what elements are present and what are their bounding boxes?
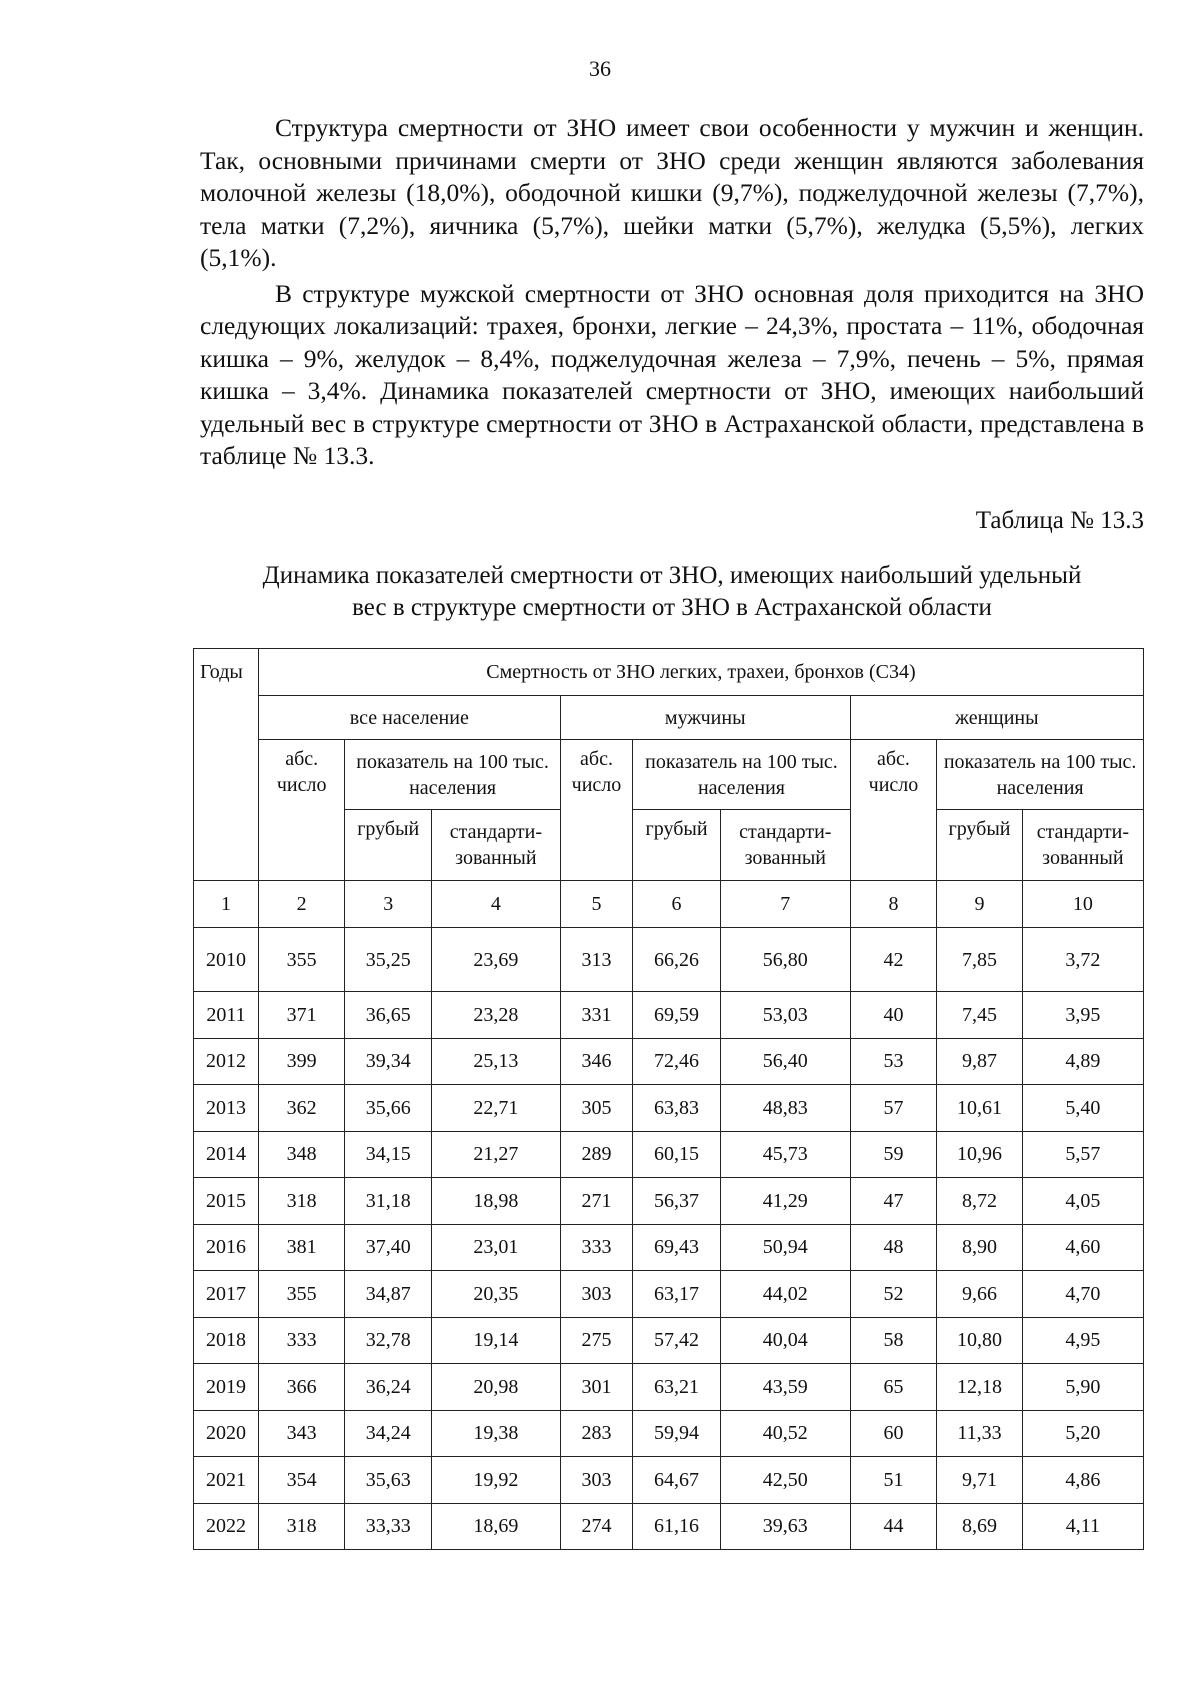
std-header-women: стандарти-зованный [1022, 810, 1143, 881]
cell-abs-men: 303 [560, 1457, 632, 1504]
table-title-line-2: вес в структуре смертности от ЗНО в Астраханской области [352, 594, 992, 621]
std-header-men: стандарти-зованный [720, 810, 850, 881]
table-row [194, 928, 1144, 992]
abs-header-men: абс. число [560, 740, 632, 881]
paragraph-1: Структура смертности от ЗНО имеет свои особенности у мужчин и женщин. Так, основными причинами смерти от ЗНО среди женщин являются заболевания молочной железы (18,0%), ободочной кишки (9,7%), поджелудочной железы (7,7%), тела матки (7,2%), яичника (5,7%), шейки матки (5,7%), желудка (5,5%), легких (5,1%). [200, 113, 1144, 272]
cell-std-women: 5,20 [1022, 1410, 1143, 1457]
cell-std-men: 41,29 [720, 1178, 850, 1225]
mortality-table [193, 648, 1144, 1550]
group-header-men: мужчины [560, 696, 850, 740]
cell-abs-men: 283 [560, 1410, 632, 1457]
cell-std-men: 43,59 [720, 1364, 850, 1411]
cell-crude-women: 9,87 [937, 1038, 1022, 1085]
cell-crude-all: 36,65 [345, 992, 432, 1039]
column-number: 6 [633, 881, 721, 928]
cell-crude-women: 8,90 [937, 1224, 1022, 1271]
cell-abs-men: 303 [560, 1271, 632, 1318]
cell-std-women: 5,57 [1022, 1131, 1143, 1178]
cell-crude-men: 63,83 [633, 1085, 721, 1132]
cell-crude-men: 63,21 [633, 1364, 721, 1411]
crude-header-all: грубый [345, 810, 432, 881]
years-header: Годы [194, 649, 259, 881]
cell-std-women: 4,60 [1022, 1224, 1143, 1271]
std-header-all: стандарти-зованный [432, 810, 561, 881]
crude-header-women: грубый [937, 810, 1022, 881]
cell-abs-men: 346 [560, 1038, 632, 1085]
cell-crude-women: 11,33 [937, 1410, 1022, 1457]
main-header: Смертность от ЗНО легких, трахеи, бронхов (С34) [258, 649, 1143, 696]
cell-year: 2017 [194, 1271, 259, 1318]
cell-crude-men: 69,43 [633, 1224, 721, 1271]
cell-crude-women: 8,69 [937, 1503, 1022, 1550]
cell-abs-all: 355 [258, 928, 345, 992]
cell-std-women: 3,72 [1022, 928, 1143, 992]
table-row [194, 1410, 1144, 1457]
rate-header-men: показатель на 100 тыс. населения [633, 740, 850, 810]
cell-std-women: 4,89 [1022, 1038, 1143, 1085]
body-text [200, 112, 1144, 476]
cell-std-women: 4,70 [1022, 1271, 1143, 1318]
cell-crude-men: 64,67 [633, 1457, 721, 1504]
cell-crude-women: 10,80 [937, 1317, 1022, 1364]
column-number: 8 [850, 881, 937, 928]
cell-crude-women: 9,66 [937, 1271, 1022, 1318]
table-number: Таблица № 13.3 [975, 507, 1144, 534]
table-row [194, 1178, 1144, 1225]
cell-std-women: 5,40 [1022, 1085, 1143, 1132]
cell-std-all: 20,35 [432, 1271, 561, 1318]
cell-year: 2013 [194, 1085, 259, 1132]
cell-year: 2016 [194, 1224, 259, 1271]
cell-crude-all: 33,33 [345, 1503, 432, 1550]
cell-abs-all: 355 [258, 1271, 345, 1318]
cell-crude-men: 72,46 [633, 1038, 721, 1085]
cell-std-men: 42,50 [720, 1457, 850, 1504]
cell-std-men: 56,40 [720, 1038, 850, 1085]
cell-std-men: 56,80 [720, 928, 850, 992]
cell-crude-all: 35,66 [345, 1085, 432, 1132]
cell-crude-men: 69,59 [633, 992, 721, 1039]
cell-std-men: 50,94 [720, 1224, 850, 1271]
cell-abs-men: 275 [560, 1317, 632, 1364]
cell-abs-women: 48 [850, 1224, 937, 1271]
cell-abs-all: 343 [258, 1410, 345, 1457]
cell-abs-men: 333 [560, 1224, 632, 1271]
cell-year: 2020 [194, 1410, 259, 1457]
cell-year: 2011 [194, 992, 259, 1039]
cell-crude-women: 7,45 [937, 992, 1022, 1039]
cell-abs-women: 51 [850, 1457, 937, 1504]
cell-std-women: 4,95 [1022, 1317, 1143, 1364]
column-number: 2 [258, 881, 345, 928]
cell-std-men: 39,63 [720, 1503, 850, 1550]
cell-std-all: 18,98 [432, 1178, 561, 1225]
cell-abs-women: 65 [850, 1364, 937, 1411]
cell-std-all: 23,01 [432, 1224, 561, 1271]
cell-std-women: 4,11 [1022, 1503, 1143, 1550]
cell-crude-all: 34,24 [345, 1410, 432, 1457]
cell-std-all: 23,28 [432, 992, 561, 1039]
cell-crude-women: 10,96 [937, 1131, 1022, 1178]
cell-abs-women: 59 [850, 1131, 937, 1178]
cell-abs-women: 58 [850, 1317, 937, 1364]
cell-abs-all: 362 [258, 1085, 345, 1132]
table-row [194, 1131, 1144, 1178]
table-row [194, 1364, 1144, 1411]
rate-header-women: показатель на 100 тыс. населения [937, 740, 1144, 810]
cell-abs-all: 318 [258, 1178, 345, 1225]
cell-year: 2018 [194, 1317, 259, 1364]
table-row [194, 1271, 1144, 1318]
cell-crude-all: 35,63 [345, 1457, 432, 1504]
cell-abs-men: 271 [560, 1178, 632, 1225]
cell-crude-women: 7,85 [937, 928, 1022, 992]
cell-crude-men: 59,94 [633, 1410, 721, 1457]
cell-crude-all: 34,87 [345, 1271, 432, 1318]
cell-crude-men: 56,37 [633, 1178, 721, 1225]
table-row [194, 992, 1144, 1039]
cell-std-all: 21,27 [432, 1131, 561, 1178]
cell-year: 2021 [194, 1457, 259, 1504]
cell-std-men: 44,02 [720, 1271, 850, 1318]
cell-year: 2022 [194, 1503, 259, 1550]
cell-crude-women: 12,18 [937, 1364, 1022, 1411]
cell-std-women: 4,86 [1022, 1457, 1143, 1504]
cell-abs-all: 366 [258, 1364, 345, 1411]
cell-abs-all: 333 [258, 1317, 345, 1364]
table-row [194, 1317, 1144, 1364]
cell-crude-women: 8,72 [937, 1178, 1022, 1225]
cell-abs-all: 318 [258, 1503, 345, 1550]
cell-crude-men: 66,26 [633, 928, 721, 992]
cell-abs-men: 313 [560, 928, 632, 992]
cell-year: 2010 [194, 928, 259, 992]
abs-header-women: абс. число [850, 740, 937, 881]
column-number-row [194, 881, 1144, 928]
table-title-line-1: Динамика показателей смертности от ЗНО, имеющих наибольший удельный [262, 562, 1082, 589]
cell-crude-men: 60,15 [633, 1131, 721, 1178]
cell-crude-all: 39,34 [345, 1038, 432, 1085]
cell-year: 2015 [194, 1178, 259, 1225]
cell-crude-women: 9,71 [937, 1457, 1022, 1504]
cell-abs-all: 381 [258, 1224, 345, 1271]
column-number: 4 [432, 881, 561, 928]
cell-year: 2012 [194, 1038, 259, 1085]
cell-crude-men: 57,42 [633, 1317, 721, 1364]
column-number: 7 [720, 881, 850, 928]
cell-std-all: 18,69 [432, 1503, 561, 1550]
column-number: 3 [345, 881, 432, 928]
abs-header-all: абс. число [258, 740, 345, 881]
cell-abs-all: 354 [258, 1457, 345, 1504]
rate-header-all: показатель на 100 тыс. населения [345, 740, 560, 810]
table-row [194, 1457, 1144, 1504]
cell-std-all: 20,98 [432, 1364, 561, 1411]
cell-year: 2014 [194, 1131, 259, 1178]
cell-std-men: 53,03 [720, 992, 850, 1039]
cell-std-women: 5,90 [1022, 1364, 1143, 1411]
group-header-all: все население [258, 696, 560, 740]
table-row [194, 1038, 1144, 1085]
cell-std-men: 48,83 [720, 1085, 850, 1132]
cell-abs-men: 289 [560, 1131, 632, 1178]
table-row [194, 1085, 1144, 1132]
cell-abs-men: 274 [560, 1503, 632, 1550]
cell-abs-women: 52 [850, 1271, 937, 1318]
cell-abs-men: 305 [560, 1085, 632, 1132]
page-number: 36 [589, 56, 611, 81]
group-header-women: женщины [850, 696, 1143, 740]
cell-std-all: 19,38 [432, 1410, 561, 1457]
cell-std-all: 25,13 [432, 1038, 561, 1085]
column-number: 5 [560, 881, 632, 928]
cell-abs-women: 57 [850, 1085, 937, 1132]
cell-std-all: 22,71 [432, 1085, 561, 1132]
cell-crude-all: 31,18 [345, 1178, 432, 1225]
cell-std-women: 3,95 [1022, 992, 1143, 1039]
cell-abs-all: 348 [258, 1131, 345, 1178]
cell-abs-all: 371 [258, 992, 345, 1039]
cell-crude-men: 61,16 [633, 1503, 721, 1550]
cell-crude-all: 32,78 [345, 1317, 432, 1364]
cell-std-men: 40,52 [720, 1410, 850, 1457]
table-title [200, 560, 1144, 624]
cell-abs-women: 53 [850, 1038, 937, 1085]
cell-std-men: 40,04 [720, 1317, 850, 1364]
cell-abs-women: 42 [850, 928, 937, 992]
cell-std-all: 19,92 [432, 1457, 561, 1504]
cell-crude-all: 37,40 [345, 1224, 432, 1271]
cell-crude-all: 34,15 [345, 1131, 432, 1178]
paragraph-2: В структуре мужской смертности от ЗНО основная доля приходится на ЗНО следующих локализаций: трахея, бронхи, легкие – 24,3%, простата – 11%, ободочная кишка – 9%, желудок – 8,4%, поджелудочная железа – 7,9%, печень – 5%, прямая кишка – 3,4%. Динамика показателей смертности от ЗНО, имеющих наибольший удельный вес в структуре смертности от ЗНО в Астраханской области, представлена в таблице № 13.3. [200, 278, 1144, 470]
cell-abs-women: 44 [850, 1503, 937, 1550]
column-number: 9 [937, 881, 1022, 928]
cell-crude-all: 36,24 [345, 1364, 432, 1411]
table-row [194, 1224, 1144, 1271]
cell-std-all: 19,14 [432, 1317, 561, 1364]
cell-std-men: 45,73 [720, 1131, 850, 1178]
column-number: 1 [194, 881, 259, 928]
cell-abs-men: 301 [560, 1364, 632, 1411]
cell-abs-women: 40 [850, 992, 937, 1039]
cell-abs-all: 399 [258, 1038, 345, 1085]
table-body [194, 881, 1144, 1550]
cell-std-all: 23,69 [432, 928, 561, 992]
cell-year: 2019 [194, 1364, 259, 1411]
cell-crude-all: 35,25 [345, 928, 432, 992]
cell-abs-women: 47 [850, 1178, 937, 1225]
cell-abs-women: 60 [850, 1410, 937, 1457]
table-row [194, 1503, 1144, 1550]
cell-crude-women: 10,61 [937, 1085, 1022, 1132]
cell-abs-men: 331 [560, 992, 632, 1039]
cell-crude-men: 63,17 [633, 1271, 721, 1318]
column-number: 10 [1022, 881, 1143, 928]
cell-std-women: 4,05 [1022, 1178, 1143, 1225]
crude-header-men: грубый [633, 810, 721, 881]
